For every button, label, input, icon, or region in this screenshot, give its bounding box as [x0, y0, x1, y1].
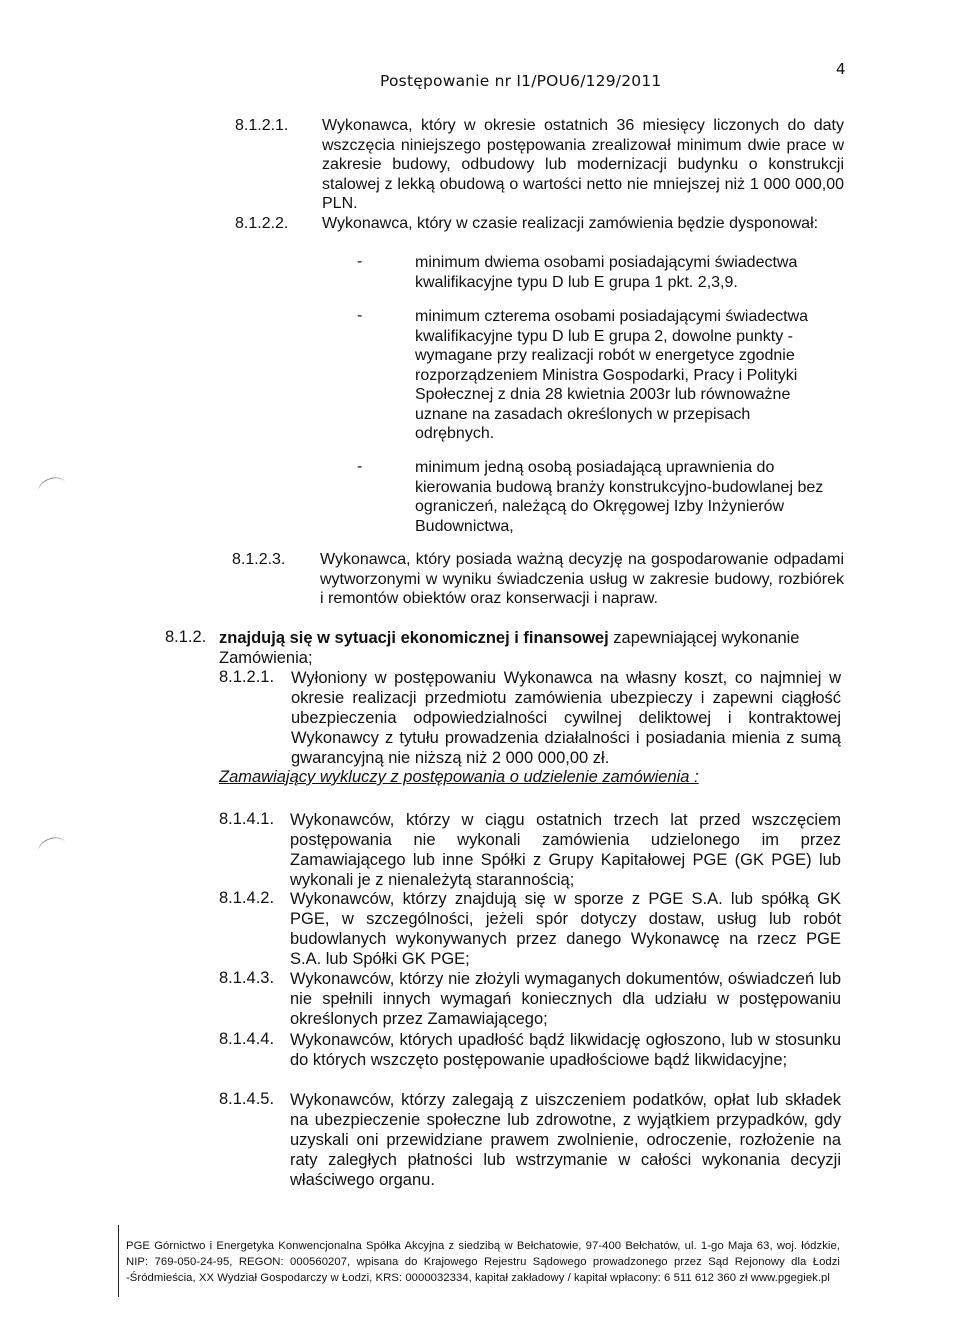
section-heading-bold: znajdują się w sytuacji ekonomicznej i finansowej: [219, 629, 609, 647]
item-number: 8.1.2.1.: [235, 117, 289, 134]
document-reference: Postępowanie nr I1/POU6/129/2011: [380, 72, 662, 90]
exclusion-text: Wykonawców, którzy znajdują się w sporze z PGE S.A. lub spółką GK PGE, w szczególności, jeżeli spór dotyczy dostaw, usług lub robót budowlanych wykonywanych przez danego Wykonawcę na rzecz PGE S.A. lub Spółki GK PGE;: [290, 890, 841, 968]
exclusion-text: Wykonawców, którzy w ciągu ostatnich trzech lat przed wszczęciem postępowania nie wykonali zamówienia udzielonego im przez Zamawiającego lub inne Spółki z Grupy Kapitałowej PGE (GK PGE) lub wykonali je z nienależytą starannością;: [290, 811, 841, 889]
section-number: 8.1.2.: [165, 628, 207, 646]
exclusion-number: 8.1.4.4.: [219, 1030, 275, 1048]
exclusion-heading: Zamawiający wykluczy z postępowania o udzielenie zamówienia :: [219, 768, 699, 786]
item-text: Wykonawca, który w czasie realizacji zamówienia będzie dysponował:: [322, 215, 819, 232]
item-text: Wyłoniony w postępowaniu Wykonawca na własny koszt, co najmniej w okresie realizacji przedmiotu zamówienia ubezpieczy i zapewni ciągłość ubezpieczenia odpowiedzialności cywilnej deliktowej i kontraktowej Wykonawcy z tytułu prowadzenia działalności i posiadania mienia z sumą gwarancyjną nie niższą niż 2 000 000,00 zł.: [291, 669, 841, 767]
exclusion-number: 8.1.4.3.: [219, 969, 275, 987]
item-number: 8.1.2.1.: [219, 668, 275, 686]
item-text: Wykonawca, który w okresie ostatnich 36 miesięcy liczonych do daty wszczęcia niniejszego postępowania zrealizował minimum dwie prace w zakresie budowy, odbudowy lub modernizacji budynku o konstrukcji stalowej z lekką obudową o wartości netto nie mniejszej niż 1 000 000,00 PLN.: [322, 117, 844, 212]
bullet-dash: -: [357, 307, 363, 324]
item-number: 8.1.2.3.: [232, 551, 286, 568]
exclusion-text: Wykonawców, którzy zalegają z uiszczeniem podatków, opłat lub składek na ubezpieczenie społeczne lub zdrowotne, z wyjątkiem przypadków, gdy uzyskali oni przewidziane prawem zwolnienie, odroczenie, rozłożenie na raty zaległych płatności lub wstrzymanie w całości wykonania decyzji właściwego organu.: [290, 1091, 841, 1189]
exclusion-text: Wykonawców, których upadłość bądź likwidację ogłoszono, lub w stosunku do których wszczęto postępowanie upadłościowe bądź likwidacyjne;: [290, 1031, 841, 1069]
section-heading-rest: zapewniającej wykonanie Zamówienia;: [219, 629, 800, 667]
exclusion-number: 8.1.4.2.: [219, 889, 275, 907]
punch-mark: [36, 834, 69, 861]
footer-rule: [118, 1225, 119, 1297]
item-number: 8.1.2.2.: [235, 215, 289, 232]
bullet-dash: -: [357, 253, 363, 270]
bullet-dash: -: [357, 458, 363, 475]
section-heading: [219, 628, 845, 668]
bullet-text: minimum czterema osobami posiadającymi świadectwa kwalifikacyjne typu D lub E grupa 2, dowolne punkty - wymagane przy realizacji robót w energetyce zgodnie rozporządzeniem Ministra Gospodarki, Pracy i Polityki Społecznej z dnia 28 kwietnia 2003r lub równoważne uznane na zasadach określonych w przepisach odrębnych.: [415, 308, 809, 442]
bullet-text: minimum jedną osobą posiadającą uprawnienia do kierowania budową branży konstrukcyjno-budowlanej bez ograniczeń, należącą do Okręgowej Izby Inżynierów Budownictwa,: [415, 459, 824, 535]
item-text: Wykonawca, który posiada ważną decyzję na gospodarowanie odpadami wytworzonymi w wyniku świadczenia usług w zakresie budowy, rozbiórek i remontów obiektów oraz konserwacji i napraw.: [320, 551, 844, 607]
company-footer: PGE Górnictwo i Energetyka Konwencjonalna Spółka Akcyjna z siedzibą w Bełchatowie, 97-400 Bełchatów, ul. 1-go Maja 63, woj. łódzkie, NIP: 769-050-24-95, REGON: 000560207, wpisana do Krajowego Rejestru Sądowego prowadzonego przez Sąd Rejonowy dla Łodzi -Śródmieścia, XX Wydział Gospodarczy w Łodzi, KRS: 0000032334, kapitał zakładowy / kapitał wpłacony: 6 511 612 360 zł www.pgegiek.pl: [126, 1240, 840, 1284]
page-number: 4: [836, 60, 846, 78]
exclusion-text: Wykonawców, którzy nie złożyli wymaganych dokumentów, oświadczeń lub nie spełnili innych wymagań koniecznych dla udziału w postępowaniu określonych przez Zamawiającego;: [290, 970, 841, 1028]
exclusion-number: 8.1.4.1.: [219, 810, 275, 828]
exclusion-number: 8.1.4.5.: [219, 1090, 275, 1108]
bullet-text: minimum dwiema osobami posiadającymi świadectwa kwalifikacyjne typu D lub E grupa 1 pkt. 2,3,9.: [415, 254, 798, 291]
punch-mark: [36, 474, 69, 501]
